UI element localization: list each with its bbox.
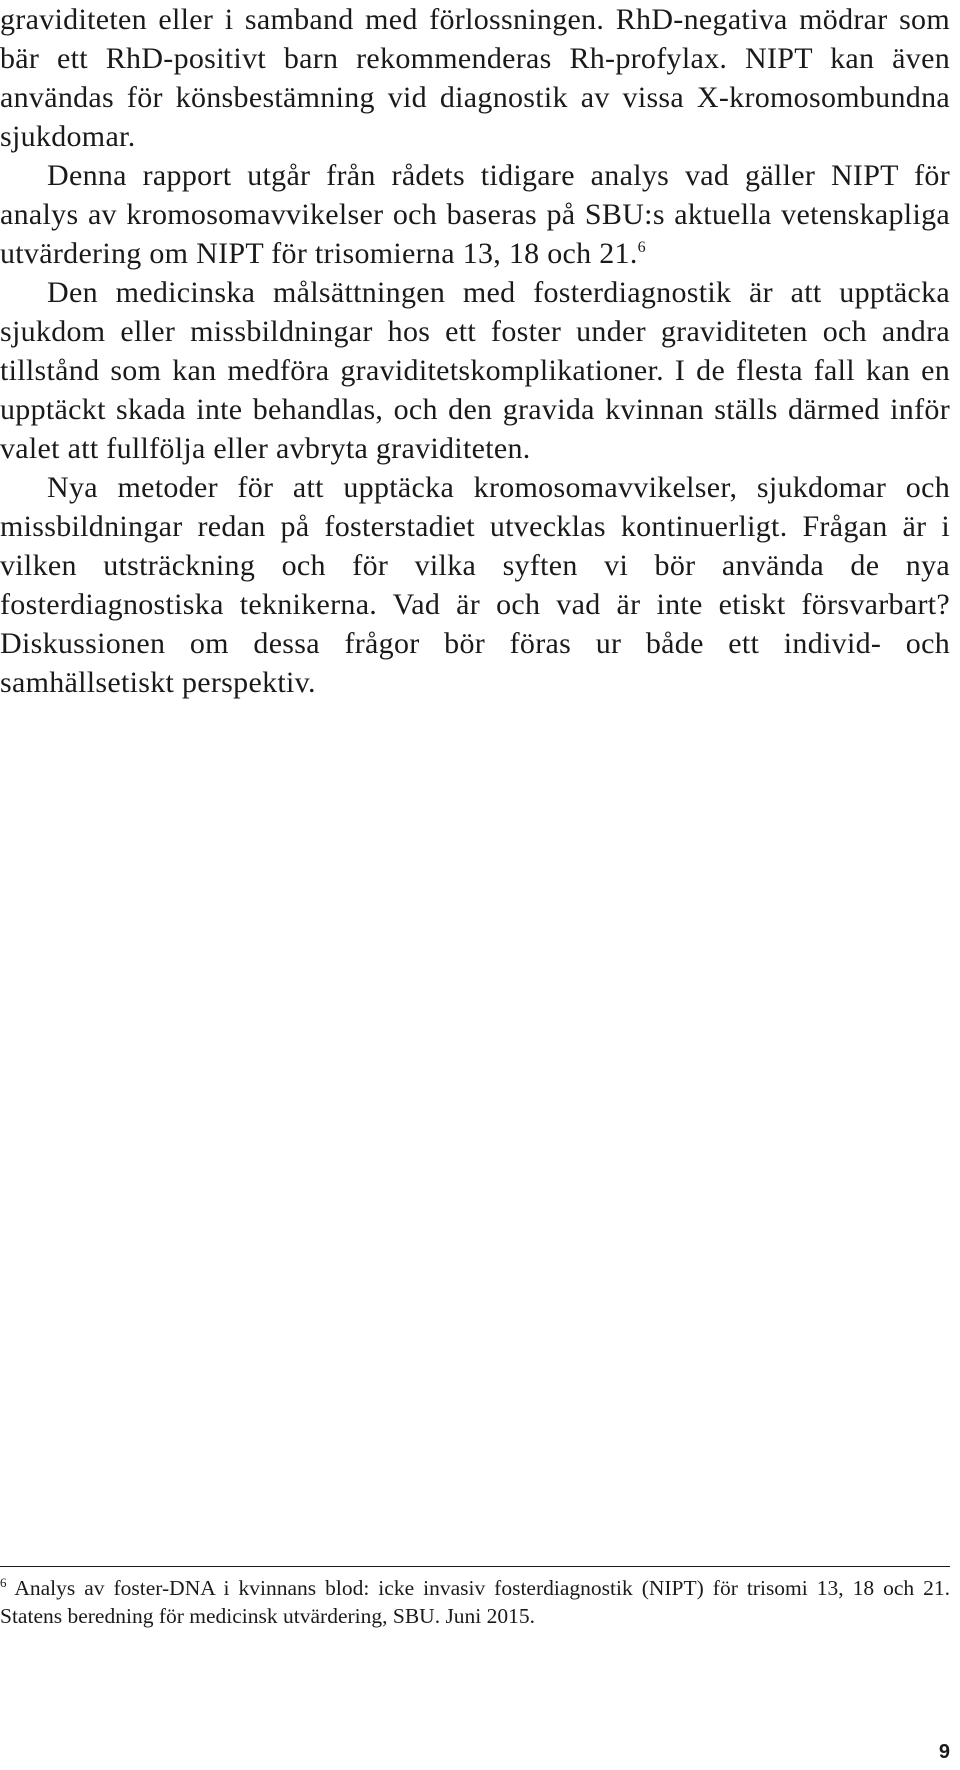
paragraph-continuation: graviditeten eller i samband med förlossningen. RhD-negativa mödrar som bär ett RhD-positivt barn rekommenderas Rh-profylax. NIPT kan även användas för könsbestämning vid diagnostik av vissa X-kromosombundna sjukdomar. [0, 3, 950, 153]
footnote [0, 1574, 950, 1630]
footnote-text: Analys av foster-DNA i kvinnans blod: icke invasiv fosterdiagnostik (NIPT) för trisomi 13, 18 och 21. Statens beredning för medicinsk utvärdering, SBU. Juni 2015. [0, 1576, 950, 1628]
footnote-marker: 6 [0, 1574, 7, 1590]
main-text [0, 0, 950, 702]
page-number: 9 [938, 1741, 950, 1763]
footnote-divider [0, 1566, 950, 1567]
paragraph-report-basis [0, 156, 950, 273]
paragraph-new-methods: Nya metoder för att upptäcka kromosomavvikelser, sjukdomar och missbildningar redan på fosterstadiet utvecklas kontinuerligt. Frågan är i vilken utsträckning och för vilka syften vi bör använda de nya fosterdiagnostiska teknikerna. Vad är och vad är inte etiskt försvarbart? Diskussionen om dessa frågor bör föras ur både ett individ- och samhällsetiskt perspektiv. [0, 471, 950, 699]
paragraph-report-basis-text: Denna rapport utgår från rådets tidigare analys vad gäller NIPT för analys av kromosomavvikelser och baseras på SBU:s aktuella vetenskapliga utvärdering om NIPT för trisomierna 13, 18 och 21. [0, 159, 950, 270]
footnote-reference[interactable]: 6 [637, 239, 646, 256]
paragraph-medical-goal: Den medicinska målsättningen med fosterdiagnostik är att upptäcka sjukdom eller missbildningar hos ett foster under graviditeten och andra tillstånd som kan medföra graviditetskomplikationer. I de flesta fall kan en upptäckt skada inte behandlas, och den gravida kvinnan ställs därmed inför valet att fullfölja eller avbryta graviditeten. [0, 276, 950, 465]
